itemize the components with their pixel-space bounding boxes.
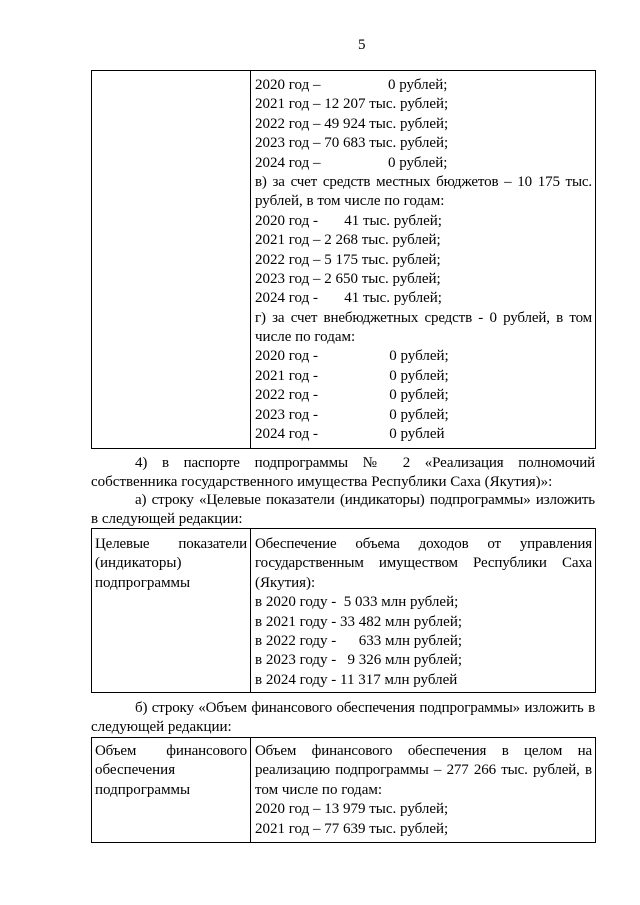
text-line: 2021 год - 0 рублей; (255, 367, 449, 384)
text-line: 2021 год – 77 639 тыс. рублей; (255, 820, 449, 837)
page-number: 5 (358, 37, 366, 53)
text-line: в 2020 году - 5 033 млн рублей; (255, 594, 459, 611)
text-line: Целевые показатели (95, 536, 247, 552)
text-line: числе по годам: (255, 329, 356, 346)
text-line: 2021 год – 12 207 тыс. рублей; (255, 96, 449, 113)
text-line: в 2024 году - 11 317 млн рублей (255, 671, 458, 688)
text-line: г) за счет внебюджетных средств - 0 рублей, в том (255, 309, 592, 326)
text-line: Объем финансового обеспечения в целом на (255, 743, 592, 759)
text-line: 2023 год – 2 650 тыс. рублей; (255, 270, 441, 287)
text-line: в) за счет средств местных бюджетов – 10 175 тыс. (255, 173, 592, 190)
text-line: реализацию подпрограммы – 277 266 тыс. рублей, в (255, 762, 592, 779)
text-line: Обеспечение объема доходов от управления (255, 536, 592, 552)
text-line: подпрограммы (95, 574, 191, 591)
text-line: 2020 год – 13 979 тыс. рублей; (255, 801, 449, 818)
text-line: государственным имуществом Республики Саха (255, 555, 592, 572)
table-1 (91, 70, 596, 449)
text-line: в 2023 году - 9 326 млн рублей; (255, 652, 463, 669)
text-line: рублей, в том числе по годам: (255, 193, 445, 210)
table-2 (91, 528, 596, 693)
table-3-left-cell (92, 738, 251, 842)
text-line: 2020 год - 0 рублей; (255, 348, 449, 365)
text-line: а) строку «Целевые показатели (индикаторы) подпрограммы» изложить (135, 492, 595, 508)
text-line: 2022 год – 5 175 тыс. рублей; (255, 251, 441, 268)
text-line: том числе по годам: (255, 781, 383, 798)
text-line: следующей редакции: (91, 718, 232, 735)
table-3 (91, 737, 596, 843)
paragraph-item-b (91, 699, 595, 737)
text-line: 2022 год – 49 924 тыс. рублей; (255, 115, 449, 132)
text-line: в 2022 году - 633 млн рублей; (255, 632, 463, 649)
table-1-left-cell (92, 71, 251, 448)
text-line: Объем финансового (95, 743, 247, 759)
text-line: 2022 год - 0 рублей; (255, 387, 449, 404)
text-line: подпрограммы (95, 781, 191, 798)
paragraph-item-4 (91, 454, 595, 492)
text-line: (Якутия): (255, 574, 316, 591)
text-line: 4) в паспорте подпрограммы № 2 «Реализация полномочий (135, 455, 595, 471)
text-line: б) строку «Объем финансового обеспечения подпрограммы» изложить в (135, 700, 595, 716)
text-line: в следующей редакции: (91, 510, 243, 527)
table-3-right-cell (251, 738, 595, 842)
text-line: 2024 год - 0 рублей (255, 426, 445, 443)
text-line: 2020 год – 0 рублей; (255, 77, 448, 93)
table-2-left-cell (92, 529, 251, 692)
table-2-right-cell (251, 529, 595, 692)
text-line: собственника государственного имущества Республики Саха (Якутия)»: (91, 473, 553, 490)
text-line: 2023 год – 70 683 тыс. рублей; (255, 135, 449, 152)
text-line: 2021 год – 2 268 тыс. рублей; (255, 232, 441, 249)
table-1-right-cell (251, 71, 595, 448)
text-line: 2024 год - 41 тыс. рублей; (255, 290, 442, 307)
text-line: 2024 год – 0 рублей; (255, 154, 448, 171)
text-line: в 2021 году - 33 482 млн рублей; (255, 613, 463, 630)
text-line: 2020 год - 41 тыс. рублей; (255, 212, 442, 229)
text-line: обеспечения (95, 762, 176, 779)
text-line: 2023 год - 0 рублей; (255, 406, 449, 423)
paragraph-item-a (91, 491, 595, 529)
text-line: (индикаторы) (95, 555, 182, 572)
